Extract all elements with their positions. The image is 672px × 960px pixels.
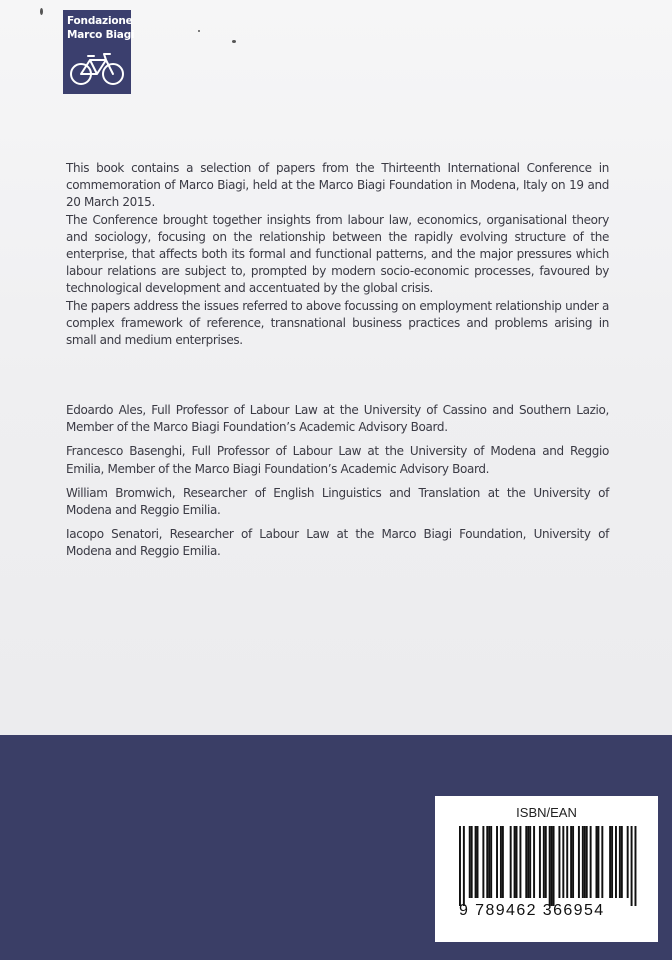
bicycle-icon <box>68 50 126 88</box>
barcode-bar <box>516 826 518 898</box>
barcode-bar <box>631 826 633 906</box>
barcode-bar <box>586 826 588 898</box>
barcode-bar <box>525 826 527 898</box>
speck <box>232 40 236 43</box>
foundation-logo <box>63 10 135 94</box>
description-paragraph: The Conference brought together insights from labour law, economics, organisational theory and sociology, focusing on the relationship between the rapidly evolving structure of the enterprise, that affects both its formal and functional patterns, and the major pressures which labour relations are subject to, prompted by modern socio-economic processes, favoured by technological development and accentuated by the global crisis. <box>66 212 609 296</box>
editor-bio: Iacopo Senatori, Researcher of Labour Law at the Marco Biagi Foundation, University of Modena and Reggio Emilia. <box>66 527 609 559</box>
barcode-bar <box>463 826 465 906</box>
barcode-bar <box>519 826 521 898</box>
editor-bio: Edoardo Ales, Full Professor of Labour Law at the University of Cassino and Southern Lazio, Member of the Marco Biagi Foundation’s Academic Advisory Board. <box>66 403 609 435</box>
barcode-bar <box>477 826 479 898</box>
editor-bio: William Bromwich, Researcher of English Linguistics and Translation at the University of Modena and Reggio Emilia. <box>66 485 609 518</box>
barcode-bar <box>627 826 629 898</box>
barcode-bar <box>488 826 490 898</box>
barcode-bar <box>619 826 621 898</box>
barcode-bar <box>471 826 473 898</box>
barcode-bar <box>597 826 599 898</box>
isbn-label: ISBN/EAN <box>516 805 577 820</box>
speck <box>198 30 200 32</box>
barcode-bar <box>578 826 580 898</box>
book-description <box>66 160 609 349</box>
barcode-bar <box>601 826 603 898</box>
barcode-bar <box>543 826 545 898</box>
barcode-bar <box>486 826 488 898</box>
editors-list <box>66 402 609 568</box>
barcode-bar <box>582 826 584 898</box>
barcode-bar <box>570 826 572 898</box>
description-paragraph: The papers address the issues referred to above focussing on employment relationship under a complex framework of reference, transnational business practices and problems arising in small and medium enterprises. <box>66 298 609 348</box>
barcode-bar <box>553 826 555 906</box>
editor-bio: Francesco Basenghi, Full Professor of Labour Law at the University of Modena and Reggio Emilia, Member of the Marco Biagi Foundation’s Academic Advisory Board. <box>66 444 609 476</box>
barcode-bar <box>475 826 477 898</box>
speck <box>40 8 43 15</box>
barcode-bar <box>527 826 529 898</box>
barcode-bar <box>510 826 512 898</box>
barcode-bar <box>549 826 551 906</box>
barcode-bar <box>558 826 560 898</box>
barcode-bar <box>545 826 547 898</box>
barcode-bar <box>490 826 492 898</box>
barcode-bar <box>500 826 502 898</box>
barcode-bar <box>514 826 516 898</box>
barcode-bar <box>539 826 541 898</box>
barcode-bar <box>566 826 568 898</box>
barcode-bar <box>562 826 564 898</box>
barcode-bar <box>459 826 461 906</box>
barcode-bar <box>621 826 623 898</box>
barcode-bar <box>611 826 613 898</box>
barcode-bar <box>635 826 637 906</box>
barcode-bar <box>502 826 504 898</box>
barcode-bar <box>533 826 535 898</box>
barcode-bar <box>496 826 498 898</box>
barcode-box <box>435 796 658 942</box>
barcode-bar <box>469 826 471 898</box>
barcode-bar <box>596 826 598 898</box>
isbn-digits: 9 789462 366954 <box>459 902 605 919</box>
barcode-bar <box>590 826 592 898</box>
barcode-bar <box>572 826 574 898</box>
logo-line-1: Fondazione <box>67 15 133 27</box>
barcode-bar <box>529 826 531 898</box>
barcode-bar <box>584 826 586 898</box>
barcode-bar <box>609 826 611 898</box>
description-paragraph: This book contains a selection of papers from the Thirteenth International Conference in commemoration of Marco Biagi, held at the Marco Biagi Foundation in Modena, Italy on 19 and 20 March 2015. <box>66 161 609 210</box>
barcode-image <box>435 796 658 942</box>
barcode-bar <box>551 826 553 906</box>
barcode-bar <box>482 826 484 898</box>
barcode-bar <box>615 826 617 898</box>
logo-line-2: Marco Biagi <box>67 29 135 41</box>
